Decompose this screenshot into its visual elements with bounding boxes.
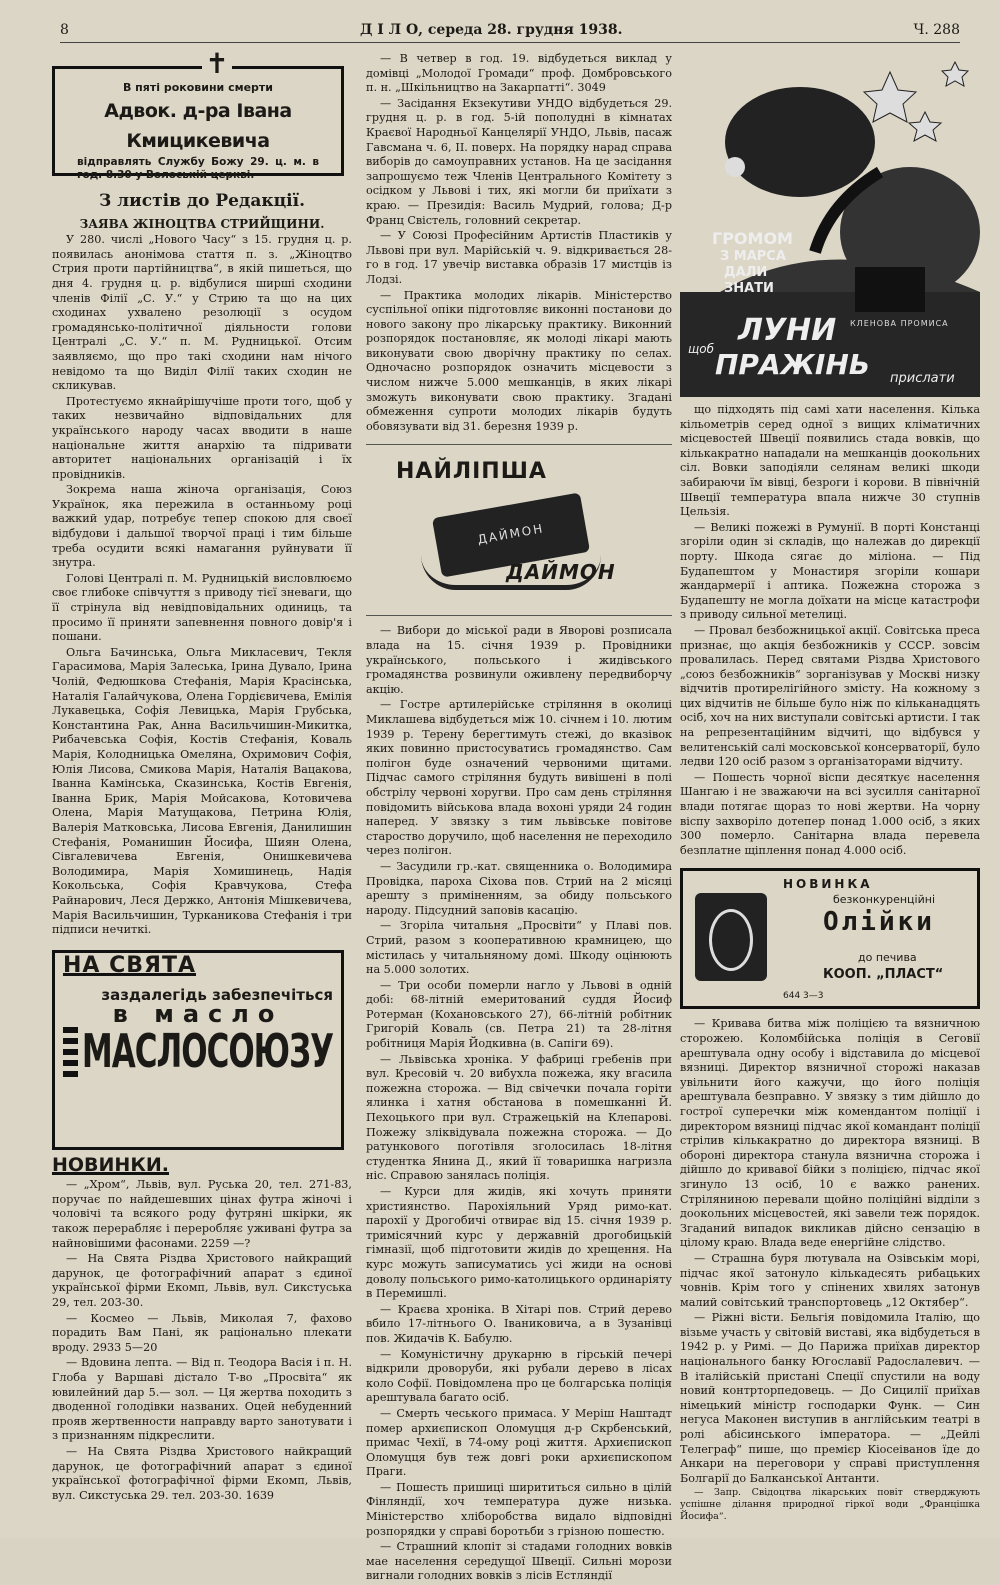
letter-signatures: Ольга Бачинська, Ольга Микласевич, Текля Гарасимова, Марія Залеська, Ірина Дувало, Ірина Чолій, Федюшкова Стефанія, Марія Красінська, Наталія Галайчукова, Олена Гордієвичева, Емілія Лукавецька, Софія Левицька, Марія Грубська, Константина Рак, Анна Васильчишин-Микитка, Рибачевська Софія, Костів Стефанія, Коваль Марія, Колодницька Омеляна, Охримович Софія, Юлія Лисова, Смикова Марія, Наталія Вацакова, Іванна Камінська, Сказинська, Костів Евгенія, Іванна Брик, Марія Мойсакова, Котовичева Олена, Марія Матущакова, Петрина Юлія, Валерія Матковська, Лисова Евгенія, Данилишин Стефанія, Романишин Йосифа, Шиян Олена, Сівгалевичева Евгенія, Онишкевичева Володимира, Марія Хомишинець, Надія Кокольська, Софія Кравчукова, Стефа Райнарович, Леся Держко, Антонія Мішкевичева, Марія Васильчишин, Турканикова Стефанія і три підписи нечиткі. <box>52 645 352 937</box>
news-item: — Великі пожежі в Румунії. В порті Констанці згоріли один зі складів, що належав до дирекції порту. Шкода сягає до міліона. — Під Будапештом у Монастиря згоріли кошари жандармерії і аптика. Пожежна сторожа з Будапешту не могла доїхати на місце катастрофи з приводу сильної метелиці. <box>680 520 980 622</box>
news-item: — Практика молодих лікарів. Міністерство суспільної опіки підготовляє виконні постанови до нового закону про лікарську практику. Виконний розпорядок постановляє, як молоді лікарі мають виконувати свою дворічну практику по селах. Одночасно розпорядок означить місцевости з числом нижче 5.000 мешканців, в яких лікарі зможуть виконувати свою практику. Згадані обмеження супроти молодих лікарів будуть обовязувати від 31. березня 1939 р. <box>366 288 672 433</box>
news-item: — Три особи померли нагло у Львові в одній добі: 68-літній емеритований суддя Йосиф Ротерман (Кохановського 27), 66-літній робітник Григорій Коваль (св. Петра 21) та 28-літня робітниця Марія Йодкивна (в. Сапіги 69). <box>366 978 672 1051</box>
news-item: — Засідання Екзекутиви УНДО відбудеться 29. грудня ц. р. в год. 5-ій пополудні в кімнатах Краєвої Народньої Канцелярії УНДО, Львів, пасаж Гавсмана ч. 6, II. поверх. На порядку нарад справа виборів до самоуправних установ. На це засідання запрошуємо теж Членів Центрального Комітету з осідком у Львові і тих, які могли би приїхати з краю. — Президія: Василь Мудрий, голова; Д-р Франц Свістель, головний секретар. <box>366 96 672 227</box>
column-left <box>52 47 352 1504</box>
section-title: З листів до Редакції. <box>98 191 306 211</box>
section-subhead: ЗАЯВА ЖІНОЦТВА СТРИЙЩИНИ. <box>79 216 325 231</box>
ad-brand: МАСЛОСОЮЗУ <box>81 1025 333 1080</box>
news-item: — Краєва хроніка. В Хітарі пов. Стрий дерево вбило 17-літнього О. Іваниковича, а в Зузанівці пов. Жидачів К. Бабулю. <box>366 1302 672 1345</box>
space-ad-line: щоб <box>688 342 715 356</box>
column-right <box>680 52 980 1524</box>
stripes-icon <box>63 1027 78 1077</box>
column-middle <box>366 52 672 1585</box>
obituary-line3: відправлять Службу Божу 29. ц. м. в год. 8.30 у Волоській церкві. <box>77 155 319 181</box>
news-item: — Страшна буря лютувала на Озівськім морі, підчас якої затонуло кількадесять рибацьких човнів. Крім того у спінених хвилях затонув малий совітський транспортовець „12 Октябер“. <box>680 1251 980 1309</box>
space-ad-brand: ПРАЖІНЬ <box>715 348 871 381</box>
news-item: — Пошесть чорної віспи десяткує населення Шангаю і не зважаючи на всі зусилля санітарної влади потягає щораз то нові жертви. На чорну віспу захворіло дотепер понад 1.000 осіб, з яких 300 померло. Санітарна влада перевела безплатне щіплення понад 4.000 осіб. <box>680 770 980 857</box>
ad-brand: Олійки <box>823 907 935 938</box>
news-item: — Згоріла читальня „Просвіти“ у Плаві пов. Стрий, разом з кооперативною крамницею, що містилась у читальняному домі. Шкоду оцінюють на 5.000 золотих. <box>366 919 672 977</box>
space-ad-line: ГРОМОМ <box>712 229 793 248</box>
ad-line: в масло <box>112 999 284 1028</box>
space-ad-line: З МАРСА <box>720 249 786 264</box>
space-ad-brand: ЛУНИ <box>738 313 837 348</box>
obituary-name: Адвок. д-ра Івана Кмицикевича <box>104 99 292 152</box>
daimon-ad <box>366 444 672 616</box>
news-item: — Страшний клопіт зі стадами голодних вовків мае населення середущої Швеції. Сильні морози вигнали голодних вовків з лісів Естляндії <box>366 1540 672 1583</box>
novinky-item: — „Хром“, Львів, вул. Руська 20, тел. 271-83, поручає по найдешевших цінах футра жіночі і чоловічі та всякого роду футряні шкірки, як також перерабляє і переробляє уживані футра за найновішими фасонами. 2259 —? <box>52 1178 352 1250</box>
ad-code: 644 3—3 <box>783 991 824 1002</box>
novinky-title: НОВИНКИ. <box>52 1153 169 1176</box>
masthead <box>60 22 960 43</box>
news-item: — Засудили гр.-кат. священника о. Володимира Провідка, пароха Сіхова пов. Стрий на 2 місяці арешту з приміненням, за обиду польського народу. Підсудний заповів касацію. <box>366 859 672 917</box>
letter-paragraph: Голові Централі п. М. Рудницькій висловлюємо своє глибоке співчуття з приводу тієї зневаги, що її стрінула від невідповідальних одиниць, та просимо її приняти запевнення повного довір'я і пошани. <box>52 571 352 644</box>
news-item: — У Союзі Професійним Артистів Пластиків у Львові при вул. Марійській ч. 9. відкривається 28-го в год. 17 увечір виставка образів 17 мистців із Лодзі. <box>366 229 672 286</box>
oliyky-ad <box>680 868 980 1009</box>
news-item: — Курси для жидів, які хочуть приняти християнство. Парохіяльний Уряд римо-кат. парохії у Дрогобичі отвирає від 15. січня 1939 р. тримісячний курс у державній дрогобицькій гімназії, щоб підготовити жидів до хрещення. На курс можуть записуматись усі жиди на основі доволу польського римо-католицького ординаріяту в Перемишлі. <box>366 1185 672 1301</box>
space-ad-ribbon: КЛЕНОВА ПРОМИСА <box>850 319 949 328</box>
pack-label: ДАЙМОН <box>476 521 546 548</box>
news-item: — Провал безбожницької акції. Совітська преса признає, що акція безбожників у СССР. зовсім провалилась. Перед святами Різдва Христового „союз безбожників“ зорганізував у Москві низку відчитів протирелігійного змісту. На кожному з цих відчитів не більше було ніж по кільканадцять осіб, хоч на них виступали совітські артисти. І так на репрезентаційним відчиті, що відбувся у велитенській салі московської консерваторії, було ледви 120 осіб разом з організаторами відчиту. <box>680 623 980 769</box>
novinky-item: — На Свята Різдва Христового найкращий дарунок, це фотографічний апарат з єдиної української фірми Екомп, Львів, вул. Сикстуська 29, тел. 203-30. <box>52 1252 352 1310</box>
ad-line: безконкуренційні <box>833 893 936 907</box>
ad-line: НОВИНКА <box>783 877 873 892</box>
obituary-line1: В пяті роковини смерти <box>122 81 274 94</box>
space-ad-line: прислати <box>890 371 955 386</box>
news-item: — Ріжні вісти. Бельгія повідомила Італію, що візьме участь у світовій виставі, яка відбудеться в 1942 р. у Римі. — До Парижа приїхав директор національного банку Югославії Радослалевич. — В італійській пристані Спеції спустили на воду новий контрторпедовець. — До Сицилії приїхав німецький міністр господарки Функ. — Син негуса Маконен виступив в англійським театрі в ролі абісинського імператора. — „Дейлі Телеграф“ пише, що премієр Кіосеіванов їде до Анкари на переговори у справі приступлення Болгарії до Балканської Антанти. <box>680 1311 980 1485</box>
ad-line: НА СВЯТА <box>63 952 196 978</box>
ad-line: КООП. „ПЛАСТ“ <box>823 967 944 983</box>
news-item: — Гостре артилерійське стріляння в околиці Миклашева відбудеться між 10. січнем і 10. лютим 1939 р. Терену берегтимуть стежі, до вказівок яких повинно пристосуватись громадянство. Сам полігон буде означений червоними щитами. Підчас самого стріляння будуть вивішені в полі обстрілу червоні хоругви. Про сам день стріляння повідомить військова влада вохоні уряди 24 годин наперед. У звязку з тим львівське повітове староство доручило, щоб населення не переходило через полігон. <box>366 698 672 858</box>
news-item: — В четвер в год. 19. відбудеться виклад у домівці „Молодої Громади“ проф. Домбровського п. н. „Шкільництво на Закарпатті“. 3049 <box>366 52 672 95</box>
issue-number: Ч. 288 <box>913 22 960 38</box>
novinky-item: — Вдовина лепта. — Від п. Теодора Васія і п. Н. Глоба у Варшаві дістало Т-во „Просвіта“ як ювилейний дар 5.— зол. — Ця жертва походить з дводенної голодівки названих. Оцей небуденний прояв жертвенности направду варто занотувати і з признанням підкреслити. <box>52 1356 352 1443</box>
news-footnote: — Запр. Свідоцтва лікарських повіт стверджують успішне ділання природної гіркої води „Францішка Йосифа“. <box>680 1487 980 1523</box>
plast-logo-icon <box>695 893 767 981</box>
novinky-item: — Космео — Львів, Миколая 7, фахово порадить Вам Пані, як раціонально плекати вроду. 2933 5—20 <box>52 1311 352 1354</box>
news-item: — Львівська хроніка. У фабриці гребенів при вул. Кресовій ч. 20 вибухла пожежа, яку вгасила пожежна сторожа. — Від свічечки почала горіти ялинка і хатня обстанова в помешканні Й. Пехоцького при вул. Стражецькій на Клепарові. Пожежу зліквідувала пожежна сторожа. — До ратункового поготівля зголосилась 18-літня студентка Янина Д., який її товаришка нагризла ніс. Справою занялась поліція. <box>366 1052 672 1183</box>
daimon-brand: ДАЙМОН <box>506 560 616 585</box>
news-item: — Комуністичну друкарню в гірській печері відкрили дроворуби, які рубали дерево в лісах коло Софії. Повідомлена про це болгарська поліція арештувала багато осіб. <box>366 1347 672 1405</box>
space-ad-line: ДАЛИ <box>724 265 768 280</box>
letter-paragraph: У 280. числі „Нового Часу“ з 15. грудня ц. р. появилась анонімова стаття п. з. „Жіноцтво Стрия проти партійництва“, в якій пишеться, що дня 4. грудня ц. р. відбулися ширші сходини членів Філії „С. У.“ у Стрию та що на цих сходинах ухвалено резолюції з осудом громадянсько-політичної діяльности голови Централі „С. У.“ п. М. Рудницької. Отсим заявляємо, що про такі сходини нам нічого невідомо та що Виділ Філії таких сходин не скликував. <box>52 233 352 393</box>
ad-line: до печива <box>858 951 917 965</box>
news-item: — Пошесть пришиці ширититься сильно в цілій Фінляндії, хоч температура дуже низька. Міністерство хліборобства видало відповідні розпорядки у справі боротьби з грізною пошестю. <box>366 1480 672 1538</box>
ad-line: заздалегідь забезпечіться <box>101 986 333 1005</box>
news-item: що підходять під самі хати населення. Кілька кільометрів серед одної з вищих кліматичних місцевостей Швеції появились стада вовків, що кількакратно нападали на мешканців доокольних сіл. Вовки заподіяли селянам великі шкоди забираючи їм вівці, безроги і корови. В північній Швеції температура впала нижче 30 ступнів Цельзія. <box>680 403 980 519</box>
letter-paragraph: Зокрема наша жіноча організація, Союз Українок, яка пережила в останньому році важкий удар, потребує тепер спокою для своєї відбудови і дальшої творчої праці і тим більше треба осудити всякі намагання руйнувати її знутра. <box>52 483 352 570</box>
space-ad <box>680 52 980 397</box>
news-item: — Вибори до міської ради в Яворові розписала влада на 15. січня 1939 р. Провідники українського, польського і жидівського громадянства розвинули оживлену передвиборчу акцію. <box>366 624 672 696</box>
page-number: 8 <box>60 22 69 38</box>
cross-icon: ✝ <box>202 50 232 78</box>
space-ad-line: ЗНАТИ <box>724 281 774 296</box>
maslosoyuz-ad <box>52 950 344 1150</box>
obituary-box <box>52 47 352 182</box>
novinky-item: — На Свята Різдва Христового найкращий дарунок, це фотографічний апарат з єдиної української фотографічної фірми Екомп, Львів, вул. Сикстуська 29. тел. 203-30. 1639 <box>52 1444 352 1502</box>
news-item: — Кривава битва між поліцією та вязничною сторожею. Коломбійська поліція в Сеговії арештувала одну особу і відставила до місцевої вязниці. Директор вязничної сторожі наказав увільнити його кажучи, що його поліція арештувала безправно. У звязку з тим дійшло до гострої суперечки між комендантом поліції і директором вязниці підчас якої командант поліції стрілив кількакратно до директора вязниці. В обороні директора станула вязнична сторожа і дійшло до кривавої бійки з поліцією, підчас якої згинуло 13 осіб, 10 є важко ранених. Стріляниною перевали щойно поліційні відділи з доокольних місцевостей, які завели теж порядок. Згаданий випадок викликав дійсно сензацію в цілому краю. Влада веде енергійне слідство. <box>680 1017 980 1250</box>
news-item: — Смерть чеського примаса. У Меріш Наштадт помер архиєпископ Оломуцця д-р Скрбенський, примас Чехії, в 74-ому році життя. Архиєпископ Оломуцця був теж довгі роки архиєпископом Праги. <box>366 1406 672 1479</box>
masthead-title-date: Д І Л О, середа 28. грудня 1938. <box>359 22 623 38</box>
daimon-headline: НАЙЛІПША <box>396 459 547 485</box>
letter-paragraph: Протестуємо якнайрішучіше проти того, щоб у таких незвичайно відповідальних для українського народу часах вводити в наше національне життя анархію та підривати авторитет національних організацій і їх провідників. <box>52 394 352 481</box>
